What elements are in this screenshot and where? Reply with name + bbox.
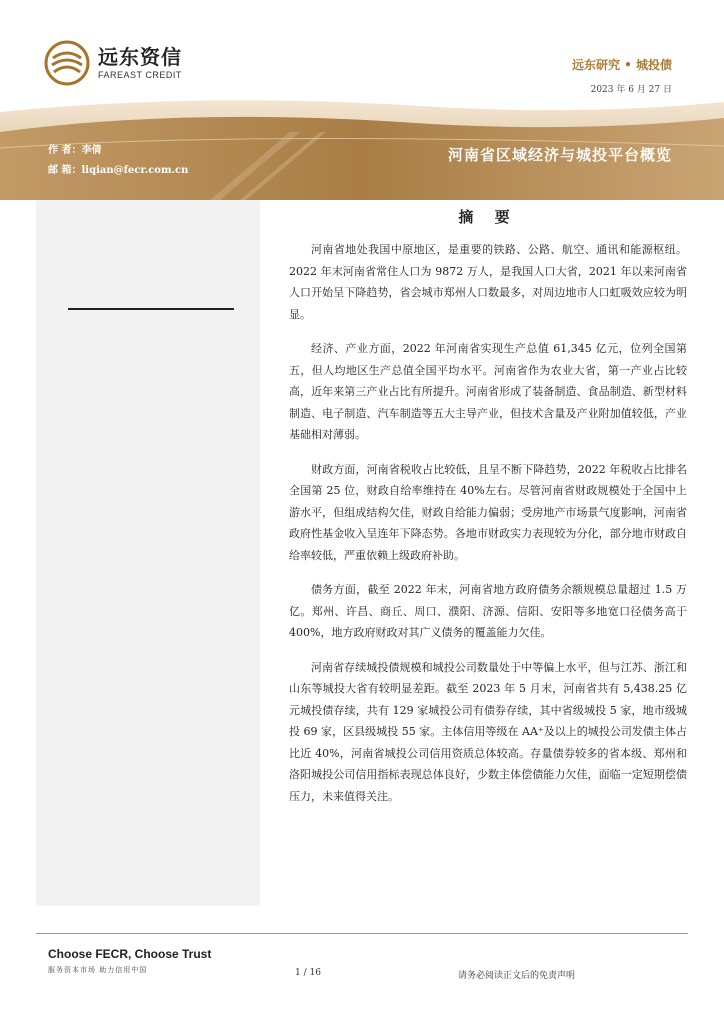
- summary-paragraph: 经济、产业方面，2022 年河南省实现生产总值 61,345 亿元，位列全国第五，但人均地区生产总值全国平均水平。河南省作为农业大省，第一产业占比较高，近年来第三产业占比有所提升。河南省形成了装备制造、食品制造、新型材料制造、电子制造、汽车制造等五大主导产业，但技术含量及产业附加值较低，产业基础相对薄弱。: [289, 342, 687, 441]
- author-line: 作 者：李倩: [48, 145, 102, 156]
- logo-chinese-name: 远东资信: [98, 45, 182, 69]
- summary-paragraph: 河南省地处我国中原地区，是重要的铁路、公路、航空、通讯和能源枢纽。2022 年末河南省常住人口为 9872 万人，是我国人口大省，2021 年以来河南省人口开始呈下降趋势，省会城市郑州人口数最多，对周边地市人口虹吸效应较为明显。: [289, 243, 687, 321]
- page-number: 1 / 16: [295, 968, 321, 978]
- summary-section: [289, 206, 687, 820]
- footer-divider: [36, 933, 688, 934]
- summary-heading: 摘 要: [458, 208, 518, 226]
- sidebar-panel: [36, 200, 260, 906]
- report-date: 2023 年 6 月 27 日: [590, 85, 672, 95]
- summary-paragraph: 债务方面，截至 2022 年末，河南省地方政府债务余额规模总量超过 1.5 万亿。郑州、许昌、商丘、周口、濮阳、济源、信阳、安阳等多地宽口径债务高于 400%，地方政府财政对其广义债务的覆盖能力欠佳。: [289, 583, 687, 639]
- footer-disclaimer[interactable]: 请务必阅读正文后的免责声明: [458, 971, 576, 981]
- email-line[interactable]: 邮 箱：liqian@fecr.com.cn: [48, 165, 189, 176]
- company-logo: [44, 40, 182, 86]
- summary-paragraph: 河南省存续城投债规模和城投公司数量处于中等偏上水平，但与江苏、浙江和山东等城投大省有较明显差距。截至 2023 年 5 月末，河南省共有 5,438.25 亿元城投债存续，共有 129 家城投公司有债券存续，其中省级城投 5 家，地市级城投 69 家，区县级城投 55 家。主体信用等级在 AA⁺及以上的城投公司发债主体占比近 40%，河南省城投公司信用资质总体较高。存量债券较多的省本级、郑州和洛阳城投公司信用指标表现总体良好，少数主体偿债能力欠佳，面临一定短期偿债压力，未来值得关注。: [289, 660, 687, 803]
- logo-english-name: FAREAST CREDIT: [98, 70, 182, 80]
- report-series: 远东研究 • 城投债: [571, 58, 672, 72]
- fareast-logo-icon: [44, 40, 90, 86]
- sidebar-divider: [68, 308, 234, 310]
- footer-slogan-chinese: 服务资本市场 助力信用中国: [48, 966, 148, 974]
- document-title: 河南省区域经济与城投平台概览: [447, 146, 672, 164]
- footer-slogan: Choose FECR, Choose Trust: [48, 947, 212, 961]
- summary-paragraph: 财政方面，河南省税收占比较低，且呈不断下降趋势，2022 年税收占比排名全国第 25 位，财政自给率维持在 40%左右。尽管河南省财政规模处于全国中上游水平，但组成结构欠佳，财政自给能力偏弱；受房地产市场景气度影响，河南省政府性基金收入呈连年下降态势。各地市财政实力表现较为分化，部分地市财政自给率较低，严重依赖上级政府补助。: [289, 462, 687, 562]
